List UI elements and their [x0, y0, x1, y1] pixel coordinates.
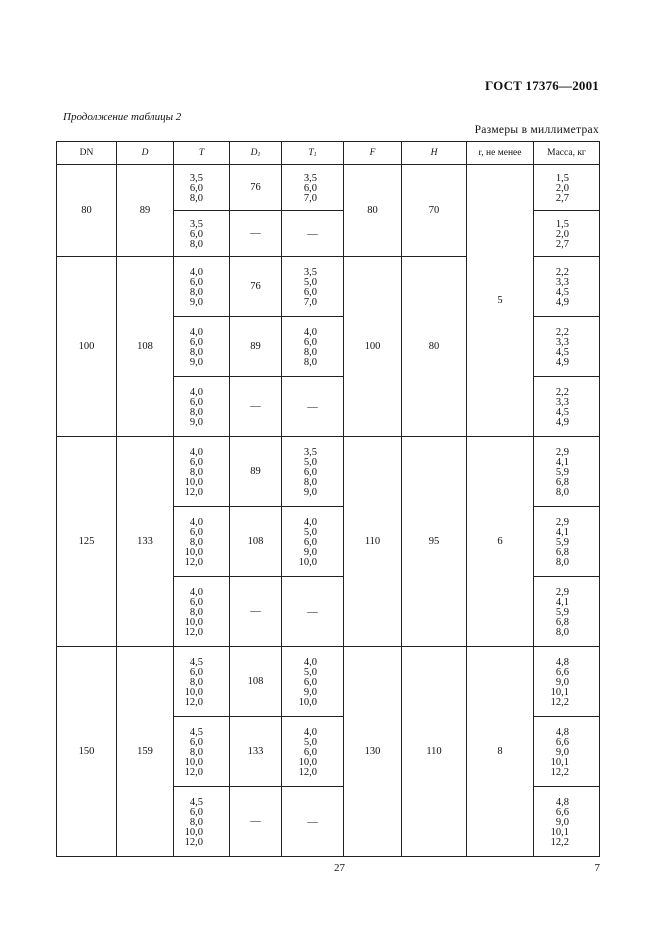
cell-line: 4,8: [555, 656, 569, 668]
cell-line: 8,0: [189, 536, 203, 548]
cell-line: 2,2: [555, 326, 569, 338]
mass-cell: [534, 165, 600, 211]
cell-line: 8,0: [189, 346, 203, 358]
col-t: T: [174, 142, 230, 165]
cell-line: 2,2: [555, 266, 569, 278]
page-number-center: 27: [334, 862, 345, 874]
cell-line: 4,0: [303, 326, 317, 338]
cell-line: 4,5: [189, 796, 203, 808]
table-body: [57, 165, 600, 857]
cell-line: 1,5: [555, 172, 569, 184]
cell-line: 4,5: [189, 656, 203, 668]
mass-cell: [534, 787, 600, 857]
cell-line: 6,8: [555, 616, 569, 628]
cell-line: 3,5: [303, 266, 317, 278]
t1-cell: [282, 717, 344, 787]
cell-line: —: [307, 228, 318, 240]
cell-line: 5,0: [303, 666, 317, 678]
cell-line: 4,0: [303, 516, 317, 528]
cell-line: 12,0: [184, 626, 203, 638]
cell-line: 9,0: [189, 356, 203, 368]
r-cell: 6: [467, 437, 534, 647]
cell-line: 5,0: [303, 456, 317, 468]
cell-line: 8,0: [303, 476, 317, 488]
h-cell: 110: [402, 647, 467, 857]
cell-line: 3,3: [555, 276, 569, 288]
cell-line: 5,9: [555, 606, 569, 618]
cell-line: 6,0: [303, 182, 317, 194]
cell-line: 8,0: [303, 346, 317, 358]
f-cell: 130: [344, 647, 402, 857]
t-cell: [174, 577, 230, 647]
t-cell: [174, 317, 230, 377]
cell-line: 6,6: [555, 736, 569, 748]
cell-line: 10,1: [550, 756, 569, 768]
mass-cell: [534, 377, 600, 437]
cell-line: 4,0: [303, 656, 317, 668]
h-cell: 70: [402, 165, 467, 257]
cell-line: 8,0: [555, 486, 569, 498]
cell-line: 2,0: [555, 228, 569, 240]
standard-number: ГОСТ 17376—2001: [484, 78, 599, 93]
col-dn: DN: [57, 142, 117, 165]
cell-line: 2,2: [555, 386, 569, 398]
table-row: [57, 647, 600, 717]
mass-cell: [534, 257, 600, 317]
table-row: [57, 437, 600, 507]
cell-line: 6,0: [303, 676, 317, 688]
cell-line: 10,0: [184, 756, 203, 768]
d1-cell: —: [230, 211, 282, 257]
t1-cell: [282, 507, 344, 577]
t1-cell: [282, 257, 344, 317]
mass-cell: [534, 577, 600, 647]
cell-line: 4,1: [555, 526, 569, 538]
cell-line: 6,0: [189, 276, 203, 288]
cell-line: 9,0: [303, 686, 317, 698]
cell-line: 6,0: [189, 336, 203, 348]
cell-line: 6,0: [303, 466, 317, 478]
d-cell: 89: [117, 165, 174, 257]
dn-cell: 100: [57, 257, 117, 437]
cell-line: 6,0: [189, 456, 203, 468]
cell-line: 4,0: [189, 586, 203, 598]
mass-cell: [534, 647, 600, 717]
cell-line: 6,8: [555, 476, 569, 488]
mass-cell: [534, 507, 600, 577]
t1-cell: [282, 377, 344, 437]
units-note: Размеры в миллиметрах: [474, 124, 599, 136]
cell-line: 5,0: [303, 736, 317, 748]
cell-line: 5,0: [303, 276, 317, 288]
cell-line: 2,9: [555, 586, 569, 598]
cell-line: 8,0: [189, 606, 203, 618]
cell-line: 6,0: [303, 286, 317, 298]
cell-line: —: [307, 816, 318, 828]
cell-line: 6,0: [189, 228, 203, 240]
t-cell: [174, 647, 230, 717]
cell-line: 8,0: [189, 466, 203, 478]
cell-line: 10,0: [184, 546, 203, 558]
t1-cell: [282, 787, 344, 857]
cell-line: 7,0: [303, 192, 317, 204]
cell-line: 2,9: [555, 516, 569, 528]
cell-line: 4,1: [555, 456, 569, 468]
cell-line: 4,9: [555, 416, 569, 428]
cell-line: 8,0: [555, 556, 569, 568]
col-h: H: [402, 142, 467, 165]
f-cell: 110: [344, 437, 402, 647]
cell-line: 6,6: [555, 666, 569, 678]
cell-line: 6,0: [303, 536, 317, 548]
cell-line: 8,0: [189, 238, 203, 250]
cell-line: 3,5: [189, 218, 203, 230]
cell-line: 10,0: [184, 686, 203, 698]
table-row: [57, 165, 600, 211]
mass-cell: [534, 211, 600, 257]
cell-line: 4,8: [555, 796, 569, 808]
cell-line: 3,5: [189, 172, 203, 184]
cell-line: 12,2: [550, 766, 569, 778]
d1-cell: 89: [230, 437, 282, 507]
cell-line: 12,0: [184, 696, 203, 708]
d-cell: 133: [117, 437, 174, 647]
d1-cell: —: [230, 787, 282, 857]
cell-line: 2,7: [555, 238, 569, 250]
cell-line: 4,5: [189, 726, 203, 738]
t1-cell: [282, 577, 344, 647]
dn-cell: 125: [57, 437, 117, 647]
f-cell: 80: [344, 165, 402, 257]
t-cell: [174, 211, 230, 257]
cell-line: 12,0: [298, 766, 317, 778]
cell-line: 1,5: [555, 218, 569, 230]
cell-line: 12,0: [184, 836, 203, 848]
cell-line: 5,9: [555, 536, 569, 548]
cell-line: 12,0: [184, 486, 203, 498]
cell-line: 9,0: [189, 416, 203, 428]
r-cell: 8: [467, 647, 534, 857]
t1-cell: [282, 437, 344, 507]
cell-line: 8,0: [555, 626, 569, 638]
col-mass: Масса, кг: [534, 142, 600, 165]
cell-line: 4,5: [555, 286, 569, 298]
d1-cell: 108: [230, 647, 282, 717]
d1-cell: 76: [230, 257, 282, 317]
cell-line: 6,0: [189, 806, 203, 818]
cell-line: 4,9: [555, 296, 569, 308]
cell-line: 8,0: [189, 746, 203, 758]
cell-line: 10,0: [184, 826, 203, 838]
page-number-right: 7: [594, 862, 600, 874]
cell-line: 4,0: [189, 516, 203, 528]
cell-line: 4,1: [555, 596, 569, 608]
table-caption: Продолжение таблицы 2: [63, 111, 182, 123]
t-cell: [174, 787, 230, 857]
f-cell: 100: [344, 257, 402, 437]
cell-line: 4,0: [189, 326, 203, 338]
cell-line: 6,0: [189, 666, 203, 678]
cell-line: 2,7: [555, 192, 569, 204]
d1-cell: 89: [230, 317, 282, 377]
cell-line: 4,8: [555, 726, 569, 738]
r-cell: 5: [467, 165, 534, 437]
t1-cell: [282, 317, 344, 377]
t-cell: [174, 257, 230, 317]
cell-line: 4,5: [555, 346, 569, 358]
cell-line: 8,0: [189, 676, 203, 688]
cell-line: 8,0: [189, 192, 203, 204]
col-d: D: [117, 142, 174, 165]
t-cell: [174, 165, 230, 211]
cell-line: 10,0: [298, 696, 317, 708]
cell-line: 2,0: [555, 182, 569, 194]
dn-cell: 80: [57, 165, 117, 257]
col-t1: $T_1$: [282, 142, 344, 165]
cell-line: 6,0: [189, 182, 203, 194]
cell-line: 4,0: [189, 266, 203, 278]
t-cell: [174, 377, 230, 437]
cell-line: 10,0: [298, 756, 317, 768]
cell-line: 9,0: [555, 746, 569, 758]
col-d1: $D_1$: [230, 142, 282, 165]
cell-line: 12,2: [550, 696, 569, 708]
dimensions-table: [56, 141, 600, 857]
dn-cell: 150: [57, 647, 117, 857]
cell-line: 6,0: [189, 596, 203, 608]
cell-line: 10,0: [184, 476, 203, 488]
cell-line: 10,1: [550, 826, 569, 838]
cell-line: 8,0: [189, 816, 203, 828]
header-row: [57, 142, 600, 165]
cell-line: 4,5: [555, 406, 569, 418]
col-f: F: [344, 142, 402, 165]
t1-cell: [282, 165, 344, 211]
cell-line: 6,6: [555, 806, 569, 818]
cell-line: 10,0: [184, 616, 203, 628]
t1-cell: [282, 211, 344, 257]
d-cell: 108: [117, 257, 174, 437]
cell-line: 9,0: [303, 546, 317, 558]
cell-line: 10,1: [550, 686, 569, 698]
mass-cell: [534, 317, 600, 377]
mass-cell: [534, 437, 600, 507]
d1-cell: 76: [230, 165, 282, 211]
cell-line: —: [307, 606, 318, 618]
mass-cell: [534, 717, 600, 787]
cell-line: 6,8: [555, 546, 569, 558]
cell-line: 4,9: [555, 356, 569, 368]
col-r: r, не менее: [467, 142, 534, 165]
cell-line: 9,0: [555, 676, 569, 688]
cell-line: 2,9: [555, 446, 569, 458]
cell-line: 3,3: [555, 396, 569, 408]
d1-cell: —: [230, 577, 282, 647]
cell-line: 6,0: [189, 736, 203, 748]
t-cell: [174, 507, 230, 577]
cell-line: —: [307, 401, 318, 413]
t1-cell: [282, 647, 344, 717]
cell-line: 3,5: [303, 172, 317, 184]
d1-cell: 108: [230, 507, 282, 577]
cell-line: 12,0: [184, 556, 203, 568]
cell-line: 6,0: [189, 526, 203, 538]
t-cell: [174, 717, 230, 787]
cell-line: 9,0: [189, 296, 203, 308]
cell-line: 6,0: [189, 396, 203, 408]
cell-line: 4,0: [303, 726, 317, 738]
cell-line: 12,2: [550, 836, 569, 848]
cell-line: 3,3: [555, 336, 569, 348]
d1-cell: —: [230, 377, 282, 437]
cell-line: 10,0: [298, 556, 317, 568]
cell-line: 4,0: [189, 446, 203, 458]
cell-line: 9,0: [303, 486, 317, 498]
cell-line: 12,0: [184, 766, 203, 778]
cell-line: 8,0: [189, 406, 203, 418]
d1-cell: 133: [230, 717, 282, 787]
cell-line: 7,0: [303, 296, 317, 308]
h-cell: 80: [402, 257, 467, 437]
cell-line: 8,0: [189, 286, 203, 298]
h-cell: 95: [402, 437, 467, 647]
cell-line: 8,0: [303, 356, 317, 368]
cell-line: 4,0: [189, 386, 203, 398]
d-cell: 159: [117, 647, 174, 857]
cell-line: 6,0: [303, 336, 317, 348]
cell-line: 5,9: [555, 466, 569, 478]
cell-line: 6,0: [303, 746, 317, 758]
t-cell: [174, 437, 230, 507]
cell-line: 9,0: [555, 816, 569, 828]
cell-line: 3,5: [303, 446, 317, 458]
cell-line: 5,0: [303, 526, 317, 538]
